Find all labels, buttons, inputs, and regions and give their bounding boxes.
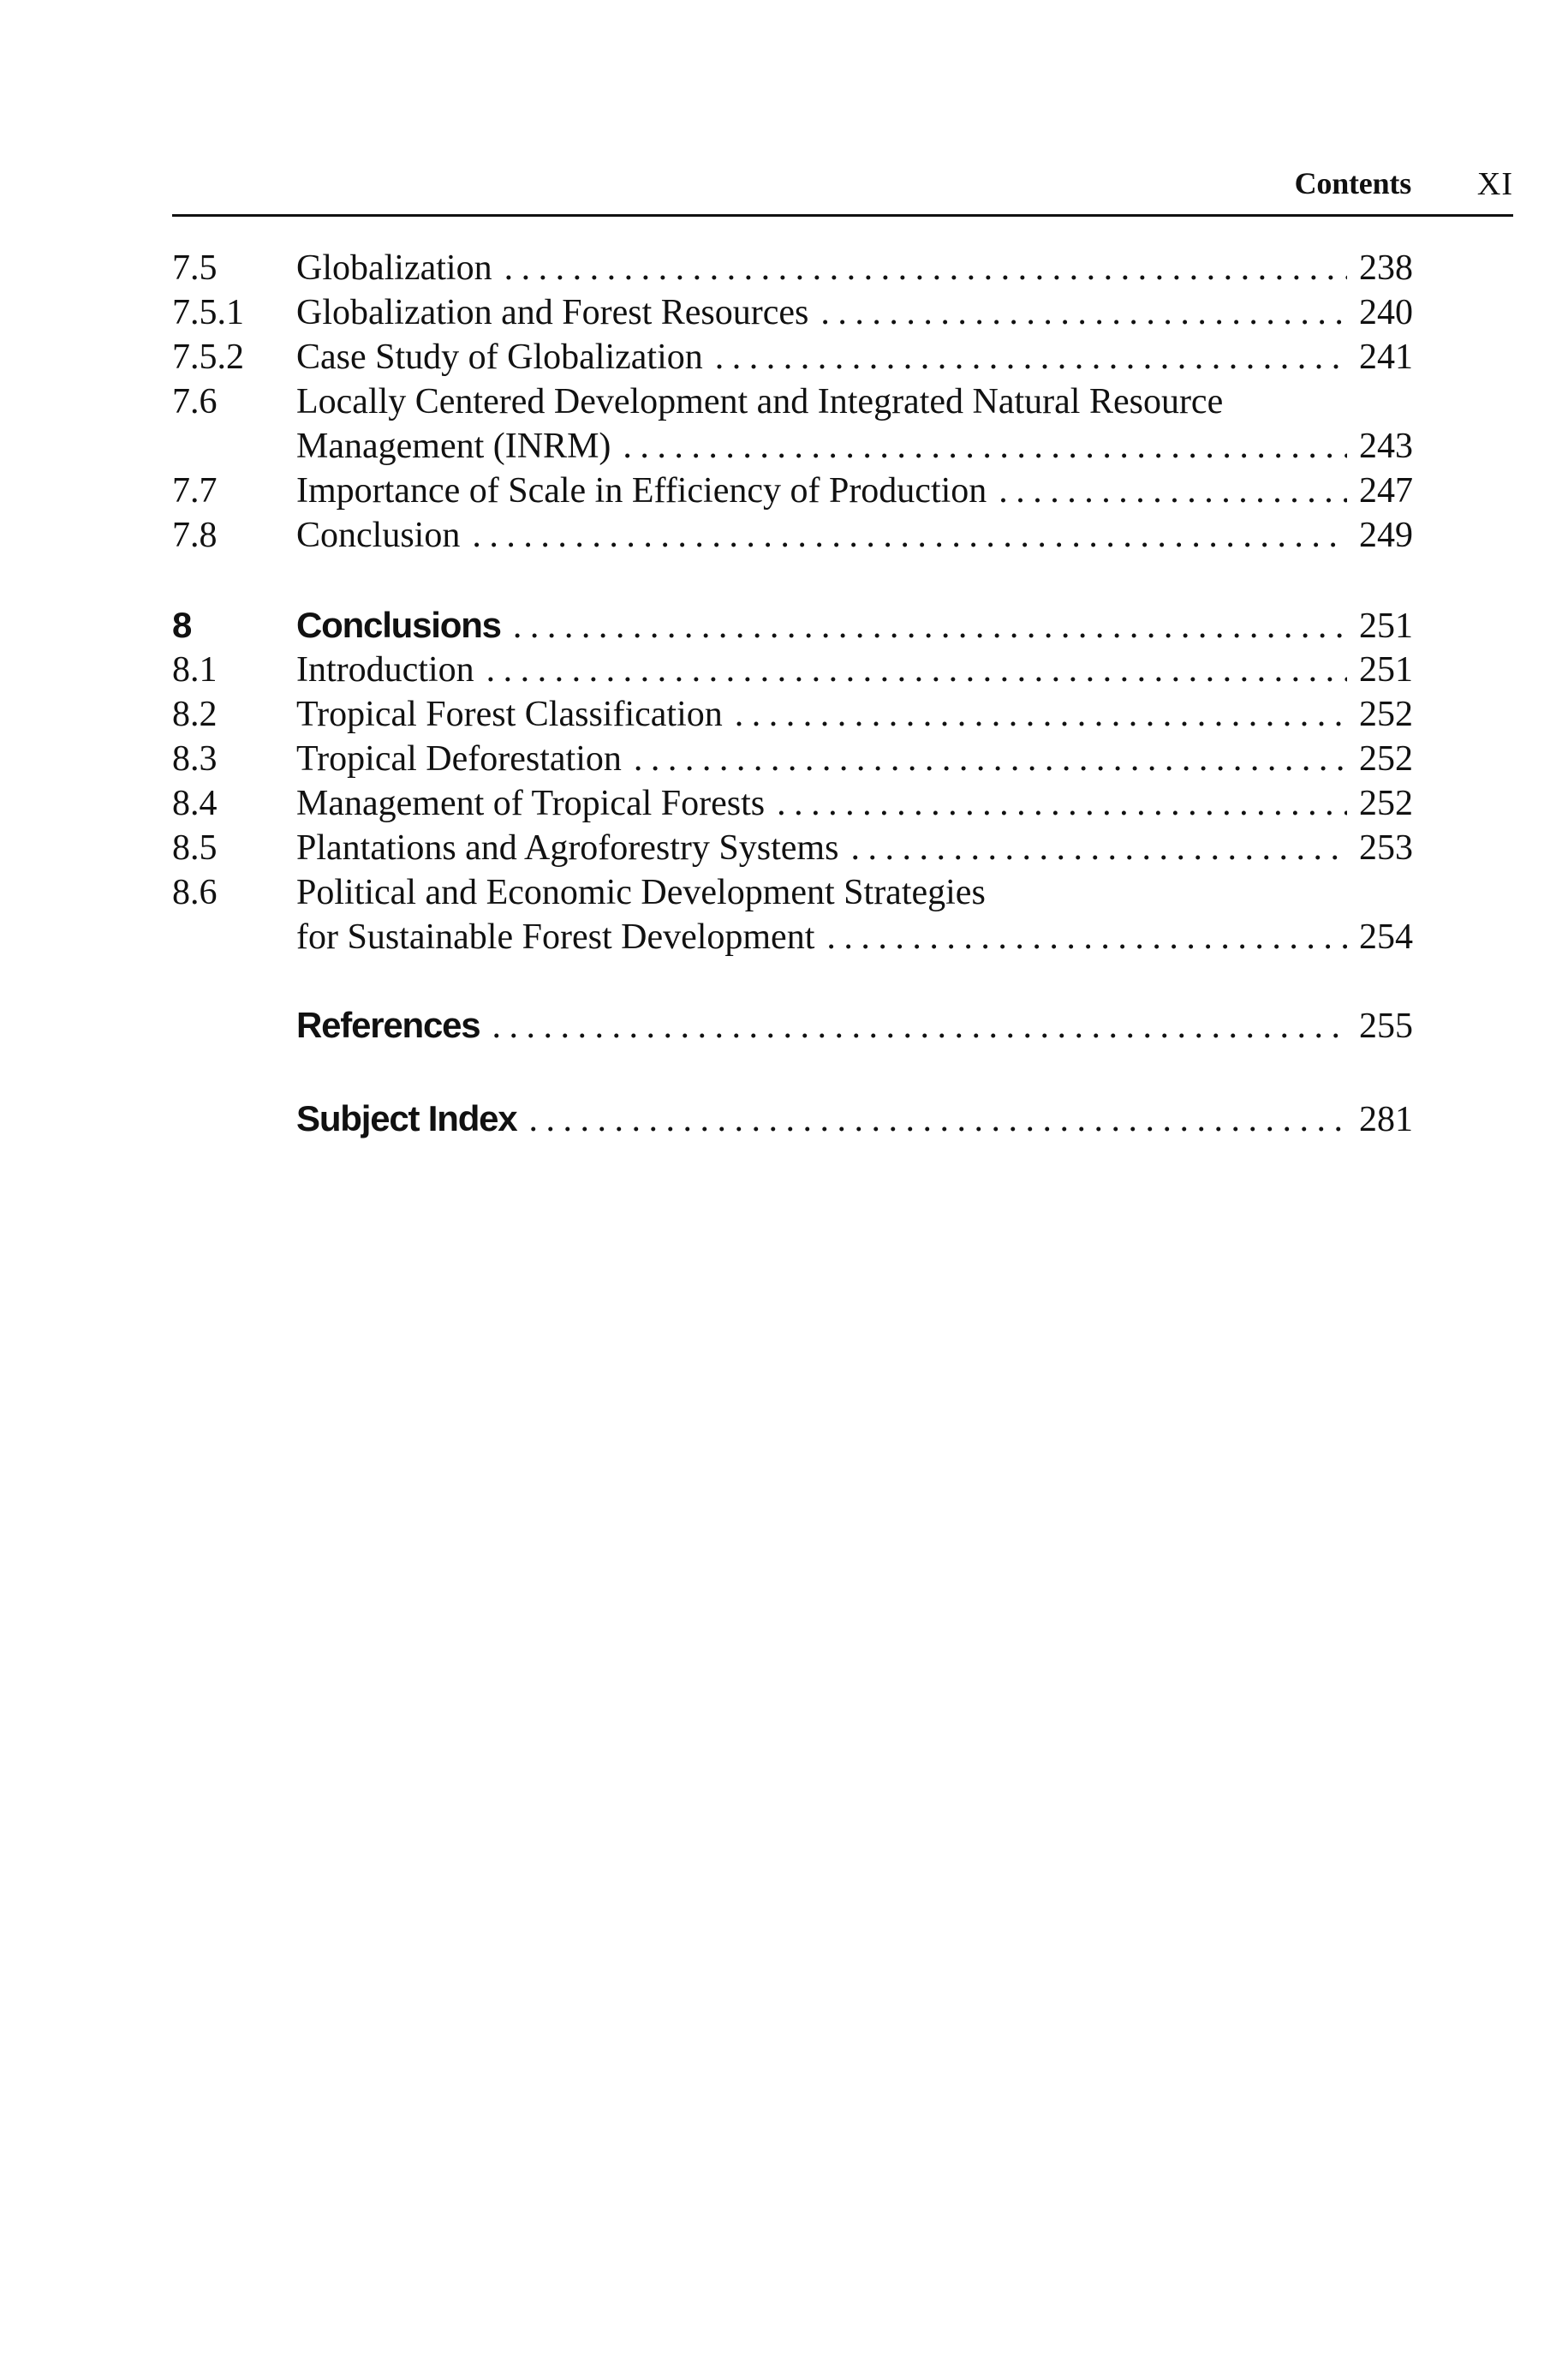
toc-entry-page: 255 xyxy=(1359,1007,1413,1046)
toc-entry xyxy=(172,737,1413,781)
toc-entry-title: Tropical Deforestation xyxy=(296,739,622,779)
toc-entry xyxy=(172,826,1413,870)
toc-entry-title: Tropical Forest Classification xyxy=(296,695,723,734)
dot-leader xyxy=(987,469,1347,513)
toc-entry xyxy=(172,870,1413,915)
toc-entry-number: 7.6 xyxy=(172,382,218,421)
toc-chapter-title: Conclusions xyxy=(296,605,501,645)
toc-entry-page: 251 xyxy=(1359,650,1413,690)
dot-leader xyxy=(611,424,1347,469)
toc-subject-index-entry xyxy=(172,1096,1413,1141)
toc-entry-title: Plantations and Agroforestry Systems xyxy=(296,828,839,868)
toc-entry-number: 7.5.1 xyxy=(172,293,244,332)
toc-entry-number: 8.1 xyxy=(172,650,218,690)
toc-entry-title: Globalization xyxy=(296,248,492,288)
header-title: Contents xyxy=(1294,166,1411,200)
toc-entry-page: 240 xyxy=(1359,293,1413,332)
header-page-number: XI xyxy=(1476,166,1513,202)
toc-entry-title: Globalization and Forest Resources xyxy=(296,293,809,332)
toc-entry xyxy=(172,513,1413,558)
dot-leader xyxy=(838,826,1347,870)
running-header xyxy=(172,163,1513,217)
dot-leader xyxy=(814,915,1347,959)
toc-entry-title: Case Study of Globalization xyxy=(296,338,703,377)
toc-entry-number: 8.5 xyxy=(172,828,218,868)
toc-entry-page: 238 xyxy=(1359,248,1413,288)
dot-leader xyxy=(474,648,1347,692)
toc-entry-title: Management of Tropical Forests xyxy=(296,784,766,823)
toc-entry-page: 247 xyxy=(1359,471,1413,511)
toc-entry-continuation xyxy=(172,424,1413,469)
toc-references-entry xyxy=(172,1003,1413,1048)
toc-entry-page: 254 xyxy=(1359,917,1413,957)
toc-chapter-number: 8 xyxy=(172,605,192,645)
toc-entry-title: Political and Economic Development Strategies xyxy=(296,873,986,912)
toc-chapter-entry xyxy=(172,603,1413,648)
toc-entry-page: 241 xyxy=(1359,338,1413,377)
toc-entry-continuation xyxy=(172,915,1413,959)
toc-entry xyxy=(172,335,1413,379)
dot-leader xyxy=(501,604,1347,648)
toc-entry xyxy=(172,469,1413,513)
dot-leader xyxy=(723,692,1347,737)
toc-entry xyxy=(172,648,1413,692)
toc-entry-title: Locally Centered Development and Integrated Natural Resource xyxy=(296,382,1224,421)
toc-entry xyxy=(172,290,1413,335)
dot-leader xyxy=(480,1004,1347,1049)
toc-entry-number: 8.2 xyxy=(172,695,218,734)
toc-entry xyxy=(172,781,1413,826)
toc-entry-title: Introduction xyxy=(296,650,474,690)
toc-entry-page: 249 xyxy=(1359,516,1413,555)
toc-entry-title: Management (INRM) xyxy=(296,427,611,466)
toc-entry xyxy=(172,692,1413,737)
toc-entry-number: 8.4 xyxy=(172,784,218,823)
toc-entry-number: 8.6 xyxy=(172,873,218,912)
toc-entry-page: 243 xyxy=(1359,427,1413,466)
toc-entry-number: 7.5.2 xyxy=(172,338,244,377)
toc-entry-title: for Sustainable Forest Development xyxy=(296,917,815,957)
dot-leader xyxy=(765,781,1347,826)
toc-entry-page: 251 xyxy=(1359,606,1413,646)
toc-entry-page: 281 xyxy=(1359,1100,1413,1139)
dot-leader xyxy=(460,513,1347,558)
toc-entry-number: 7.8 xyxy=(172,516,218,555)
toc-references-title: References xyxy=(296,1005,480,1045)
toc-entry-number: 7.5 xyxy=(172,248,218,288)
toc-entry xyxy=(172,379,1413,424)
dot-leader xyxy=(703,335,1347,379)
dot-leader xyxy=(622,737,1347,781)
dot-leader xyxy=(808,290,1347,335)
toc-entry-number: 7.7 xyxy=(172,471,218,511)
toc-entry-page: 252 xyxy=(1359,695,1413,734)
toc-entry-page: 252 xyxy=(1359,784,1413,823)
dot-leader xyxy=(492,246,1347,290)
toc-entry-page: 252 xyxy=(1359,739,1413,779)
toc-entry-title: Importance of Scale in Efficiency of Production xyxy=(296,471,987,511)
toc-entry-title: Conclusion xyxy=(296,516,461,555)
toc-entry xyxy=(172,246,1413,290)
toc-entry-page: 253 xyxy=(1359,828,1413,868)
toc-entry-number: 8.3 xyxy=(172,739,218,779)
toc-subject-index-title: Subject Index xyxy=(296,1098,517,1138)
dot-leader xyxy=(516,1097,1347,1142)
